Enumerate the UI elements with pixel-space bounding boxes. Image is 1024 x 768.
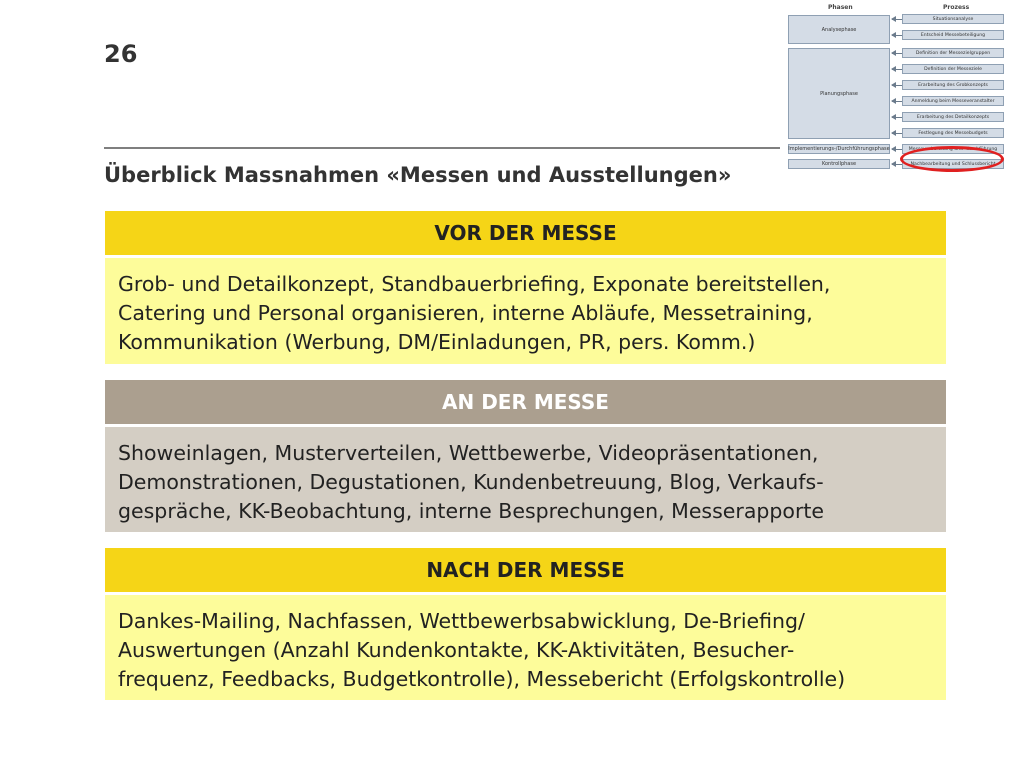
section-line: Showeinlagen, Musterverteilen, Wettbewerbe, Videopräsentationen, <box>118 441 819 465</box>
phase-box-planning: Planungsphase <box>788 48 890 139</box>
section-line: Dankes-Mailing, Nachfassen, Wettbewerbsabwicklung, De-Briefing/ <box>118 609 805 633</box>
section-line: Grob- und Detailkonzept, Standbauerbriefing, Exponate bereitstellen, <box>118 272 831 296</box>
process-step: Definition der Messeziele <box>902 64 1004 74</box>
section-title: NACH DER MESSE <box>105 548 946 592</box>
arrow-icon <box>892 85 902 86</box>
phases-column-header: Phasen <box>828 4 853 11</box>
section-line: Kommunikation (Werbung, DM/Einladungen, PR, pers. Komm.) <box>118 330 756 354</box>
section-body <box>105 427 946 532</box>
phase-box-analysis: Analysephase <box>788 15 890 44</box>
arrow-icon <box>892 117 902 118</box>
section-line: gespräche, KK-Beobachtung, interne Besprechungen, Messerapporte <box>118 499 825 523</box>
process-step: Erarbeitung des Grobkonzepts <box>902 80 1004 90</box>
process-step: Messevorbereitung und -durchführung <box>902 144 1004 154</box>
section-body <box>105 258 946 364</box>
section-after-fair <box>105 548 946 700</box>
arrow-icon <box>892 133 902 134</box>
section-title: VOR DER MESSE <box>105 211 946 255</box>
arrow-icon <box>892 149 902 150</box>
process-column-header: Prozess <box>943 4 970 11</box>
section-before-fair <box>105 211 946 364</box>
phase-box-implementation: Implementierungs-/Durchführungsphase <box>788 146 890 152</box>
arrow-icon <box>892 101 902 102</box>
process-step: Anmeldung beim Messeveranstalter <box>902 96 1004 106</box>
process-step: Festlegung des Messebudgets <box>902 128 1004 138</box>
process-step: Definition der Messezielgruppen <box>902 48 1004 58</box>
section-line: frequenz, Feedbacks, Budgetkontrolle), Messebericht (Erfolgskontrolle) <box>118 667 846 691</box>
section-line: Auswertungen (Anzahl Kundenkontakte, KK-Aktivitäten, Besucher- <box>118 638 795 662</box>
highlight-oval <box>900 146 1004 172</box>
section-title: AN DER MESSE <box>105 380 946 424</box>
arrow-icon <box>892 19 902 20</box>
process-diagram <box>784 2 1008 174</box>
page-subtitle: Überblick Massnahmen «Messen und Ausstellungen» <box>104 163 732 187</box>
section-line: Catering und Personal organisieren, interne Abläufe, Messetraining, <box>118 301 813 325</box>
process-step: Nachbearbeitung und Schlussbericht <box>902 159 1004 169</box>
arrow-icon <box>892 35 902 36</box>
process-step: Situationsanalyse <box>902 14 1004 24</box>
arrow-icon <box>892 69 902 70</box>
arrow-icon <box>892 53 902 54</box>
process-step: Erarbeitung des Detailkonzepts <box>902 112 1004 122</box>
page-number: 26 <box>104 40 138 68</box>
divider-line <box>104 147 780 149</box>
section-body <box>105 595 946 700</box>
arrow-icon <box>892 164 902 165</box>
section-at-fair <box>105 380 946 532</box>
process-step: Entscheid Messebeteiligung <box>902 30 1004 40</box>
phase-box-control: Kontrollphase <box>788 159 890 169</box>
section-line: Demonstrationen, Degustationen, Kundenbetreuung, Blog, Verkaufs- <box>118 470 824 494</box>
